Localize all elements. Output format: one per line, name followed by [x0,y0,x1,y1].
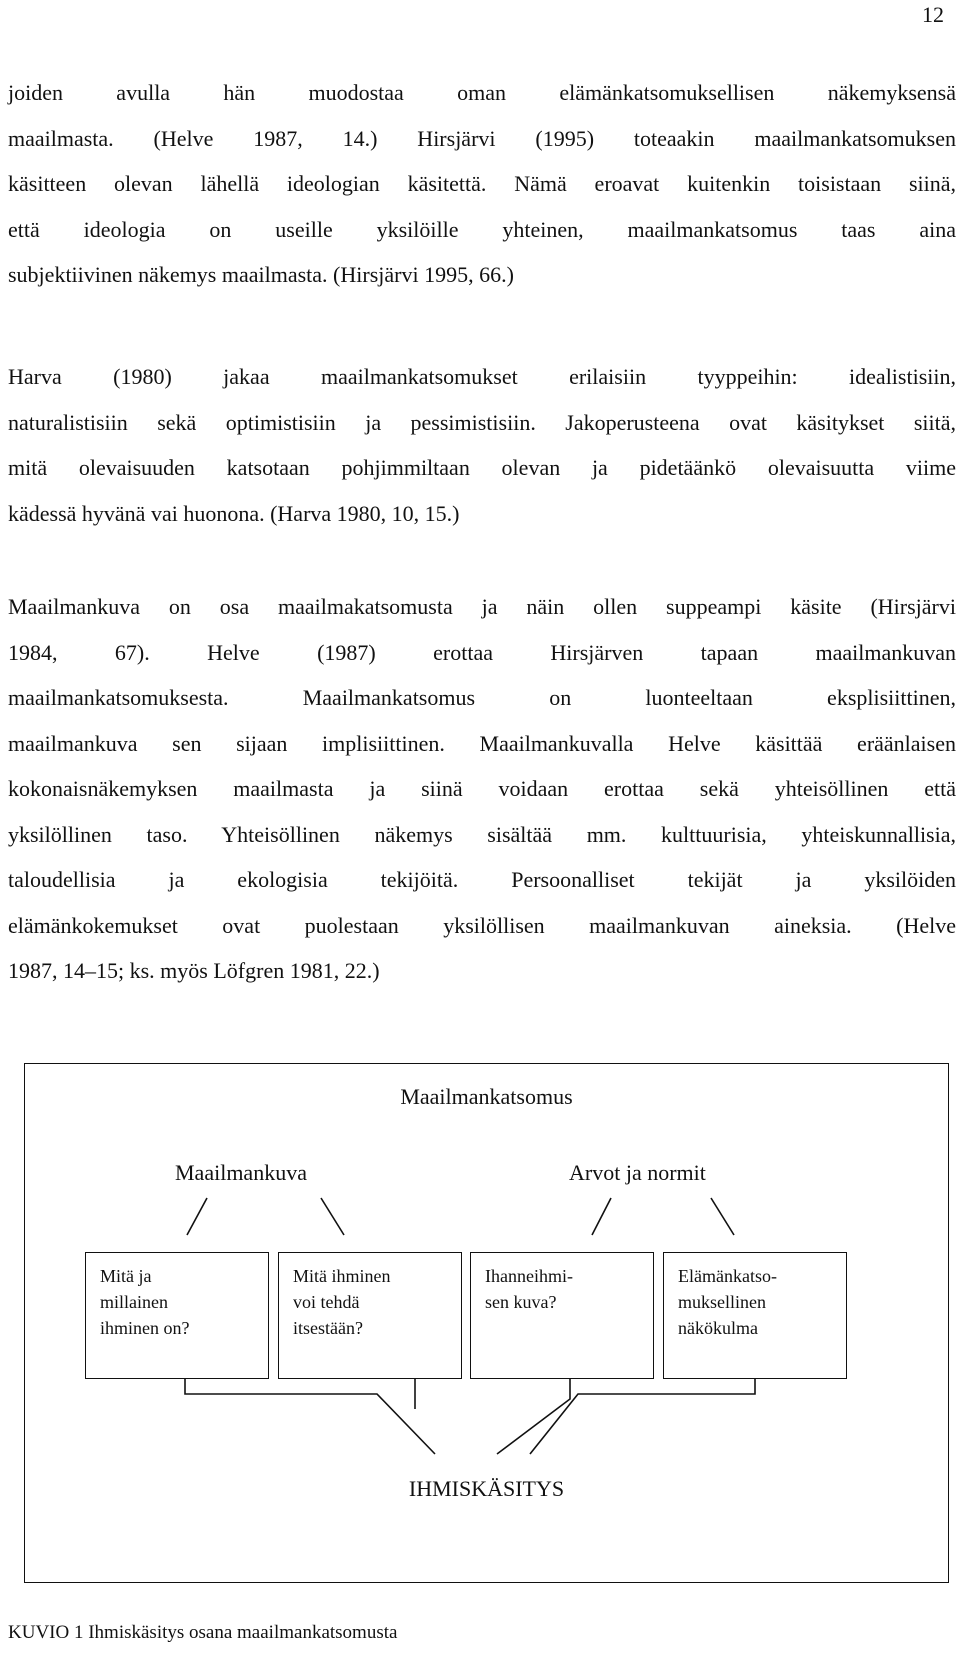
paragraph-2 [8,354,956,536]
figure-box-3 [470,1252,654,1379]
connector-line [711,1198,734,1235]
paragraph-line: mitä olevaisuuden katsotaan pohjimmiltaan olevan ja pidetäänkö olevaisuutta viime [8,455,956,480]
box-line: Mitä ihminen [293,1266,391,1286]
figure-box-1 [85,1252,269,1379]
connector-line [592,1198,611,1235]
box-line: näkökulma [678,1318,758,1338]
paragraph-line: subjektiivinen näkemys maailmasta. (Hirsjärvi 1995, 66.) [8,262,514,287]
box-line: millainen [100,1292,168,1312]
figure-frame [24,1063,949,1583]
paragraph-line: taloudellisia ja ekologisia tekijöitä. Persoonalliset tekijät ja yksilöiden [8,867,956,892]
connector-line [185,1379,435,1454]
paragraph-line: Maailmankuva on osa maailmakatsomusta ja näin ollen suppeampi käsite (Hirsjärvi [8,594,956,619]
paragraph-line: joiden avulla hän muodostaa oman elämänkatsomuksellisen näkemyksensä [8,80,956,105]
box-line: voi tehdä [293,1292,360,1312]
figure-title: Maailmankatsomus [400,1084,573,1109]
paragraph-1 [8,70,956,298]
box-line: Ihanneihmi- [485,1266,573,1286]
figure-bottom-label: IHMISKÄSITYS [408,1476,565,1501]
box-line: Elämänkatso- [678,1266,777,1286]
paragraph-3 [8,584,956,994]
paragraph-line: maailmankatsomuksesta. Maailmankatsomus on luonteeltaan eksplisiittinen, [8,685,956,710]
paragraph-line: 1987, 14–15; ks. myös Löfgren 1981, 22.) [8,958,380,983]
paragraph-line: että ideologia on useille yksilöille yhteinen, maailmankatsomus taas aina [8,216,956,242]
paragraph-line: kokonaisnäkemyksen maailmasta ja siinä voidaan erottaa sekä yhteisöllinen että [8,776,956,801]
figure-box-2 [278,1252,462,1379]
paragraph-line: käsitteen olevan lähellä ideologian käsitettä. Nämä eroavat kuitenkin toisistaan siinä, [8,171,956,196]
paragraph-line: elämänkokemukset ovat puolestaan yksilöllisen maailmankuvan aineksia. (Helve [8,912,956,938]
connector-line [530,1379,755,1454]
box-line: itsestään? [293,1318,363,1338]
figure-right-label: Arvot ja normit [569,1160,706,1185]
paragraph-line: kädessä hyvänä vai huonona. (Harva 1980, 10, 15.) [8,500,460,526]
box-line: muksellinen [678,1292,766,1312]
box-line: sen kuva? [485,1292,557,1312]
figure-box-4 [663,1252,847,1379]
page-number: 12 [922,2,944,27]
paragraph-line: Harva (1980) jakaa maailmankatsomukset erilaisiin tyyppeihin: idealistisiin, [8,364,956,389]
box-line: Mitä ja [100,1266,152,1286]
paragraph-line: naturalistisiin sekä optimistisiin ja pessimistisiin. Jakoperusteena ovat käsitykset siitä, [8,409,956,435]
figure-caption: KUVIO 1 Ihmiskäsitys osana maailmankatsomusta [8,1622,398,1643]
box-line: ihminen on? [100,1318,190,1338]
connector-line [187,1198,207,1235]
figure-left-label: Maailmankuva [175,1160,307,1185]
paragraph-line: yksilöllinen taso. Yhteisöllinen näkemys sisältää mm. kulttuurisia, yhteiskunnallisia, [8,821,956,847]
connector-line [321,1198,344,1235]
paragraph-line: maailmankuva sen sijaan implisiittinen. Maailmankuvalla Helve käsittää eräänlaisen [8,730,956,756]
paragraph-line: maailmasta. (Helve 1987, 14.) Hirsjärvi (1995) toteaakin maailmankatsomuksen [8,125,956,151]
paragraph-line: 1984, 67). Helve (1987) erottaa Hirsjärven tapaan maailmankuvan [8,639,956,665]
